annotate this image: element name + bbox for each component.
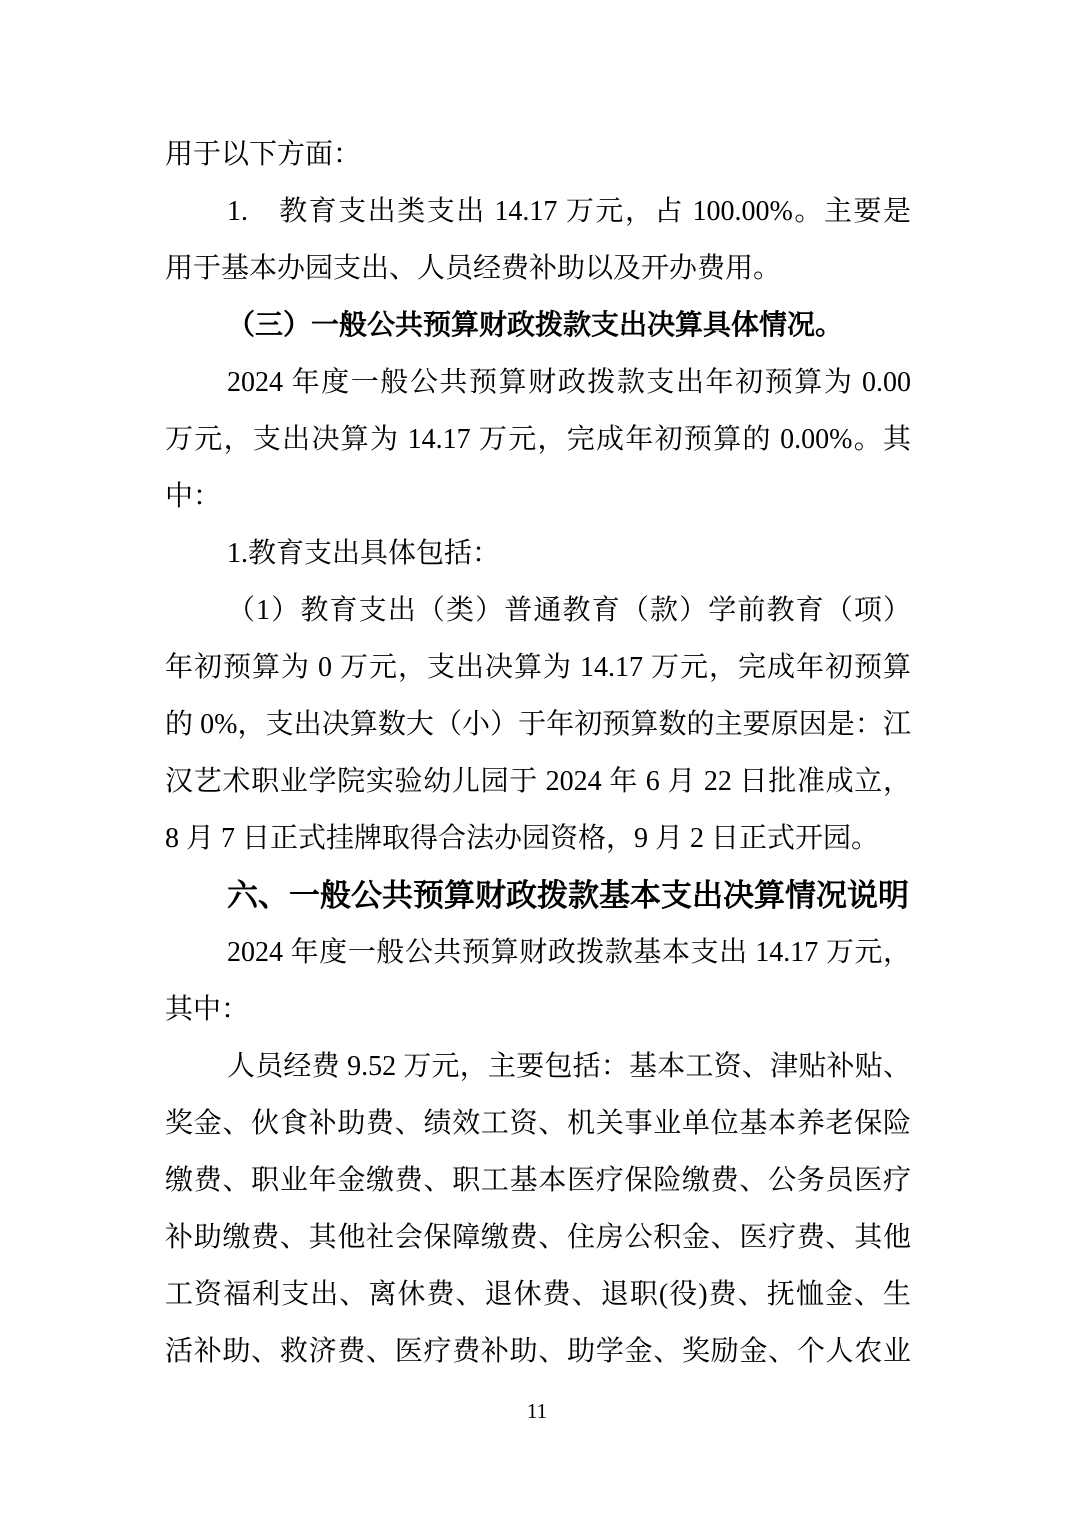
body-line: （1）教育支出（类）普通教育（款）学前教育（项） — [227, 595, 911, 626]
body-line: 补助缴费、其他社会保障缴费、住房公积金、医疗费、其他 — [165, 1222, 911, 1253]
body-line: 8 月 7 日正式挂牌取得合法办园资格，9 月 2 日正式开园。 — [165, 823, 880, 854]
body-line: 万元，支出决算为 14.17 万元，完成年初预算的 0.00%。其 — [165, 424, 911, 455]
heading-section-6: 六、一般公共预算财政拨款基本支出决算情况说明 — [227, 878, 909, 913]
body-line: 的 0%，支出决算数大（小）于年初预算数的主要原因是：江 — [165, 709, 911, 740]
body-line: 缴费、职业年金缴费、职工基本医疗保险缴费、公务员医疗 — [165, 1165, 911, 1196]
body-line: 工资福利支出、离休费、退休费、退职(役)费、抚恤金、生 — [165, 1279, 911, 1310]
subheading-section-3: （三）一般公共预算财政拨款支出决算具体情况。 — [227, 310, 844, 341]
body-line: 1. 教育支出类支出 14.17 万元，占 100.00%。主要是 — [227, 196, 911, 227]
body-line: 1.教育支出具体包括： — [227, 538, 501, 569]
document-body — [165, 126, 911, 1380]
body-line: 2024 年度一般公共预算财政拨款基本支出 14.17 万元， — [227, 937, 911, 968]
body-line: 用于基本办园支出、人员经费补助以及开办费用。 — [165, 253, 782, 284]
body-line: 年初预算为 0 万元，支出决算为 14.17 万元，完成年初预算 — [165, 652, 911, 683]
body-line: 用于以下方面： — [165, 139, 362, 170]
body-line: 奖金、伙食补助费、绩效工资、机关事业单位基本养老保险 — [165, 1108, 911, 1139]
body-line: 2024 年度一般公共预算财政拨款支出年初预算为 0.00 — [227, 367, 911, 398]
body-line: 活补助、救济费、医疗费补助、助学金、奖励金、个人农业 — [165, 1336, 911, 1367]
body-line: 中： — [165, 481, 222, 512]
body-line: 其中： — [165, 994, 250, 1025]
body-line: 人员经费 9.52 万元，主要包括：基本工资、津贴补贴、 — [227, 1051, 911, 1082]
body-line: 汉艺术职业学院实验幼儿园于 2024 年 6 月 22 日批准成立， — [165, 766, 911, 797]
page-number: 11 — [526, 1399, 548, 1423]
